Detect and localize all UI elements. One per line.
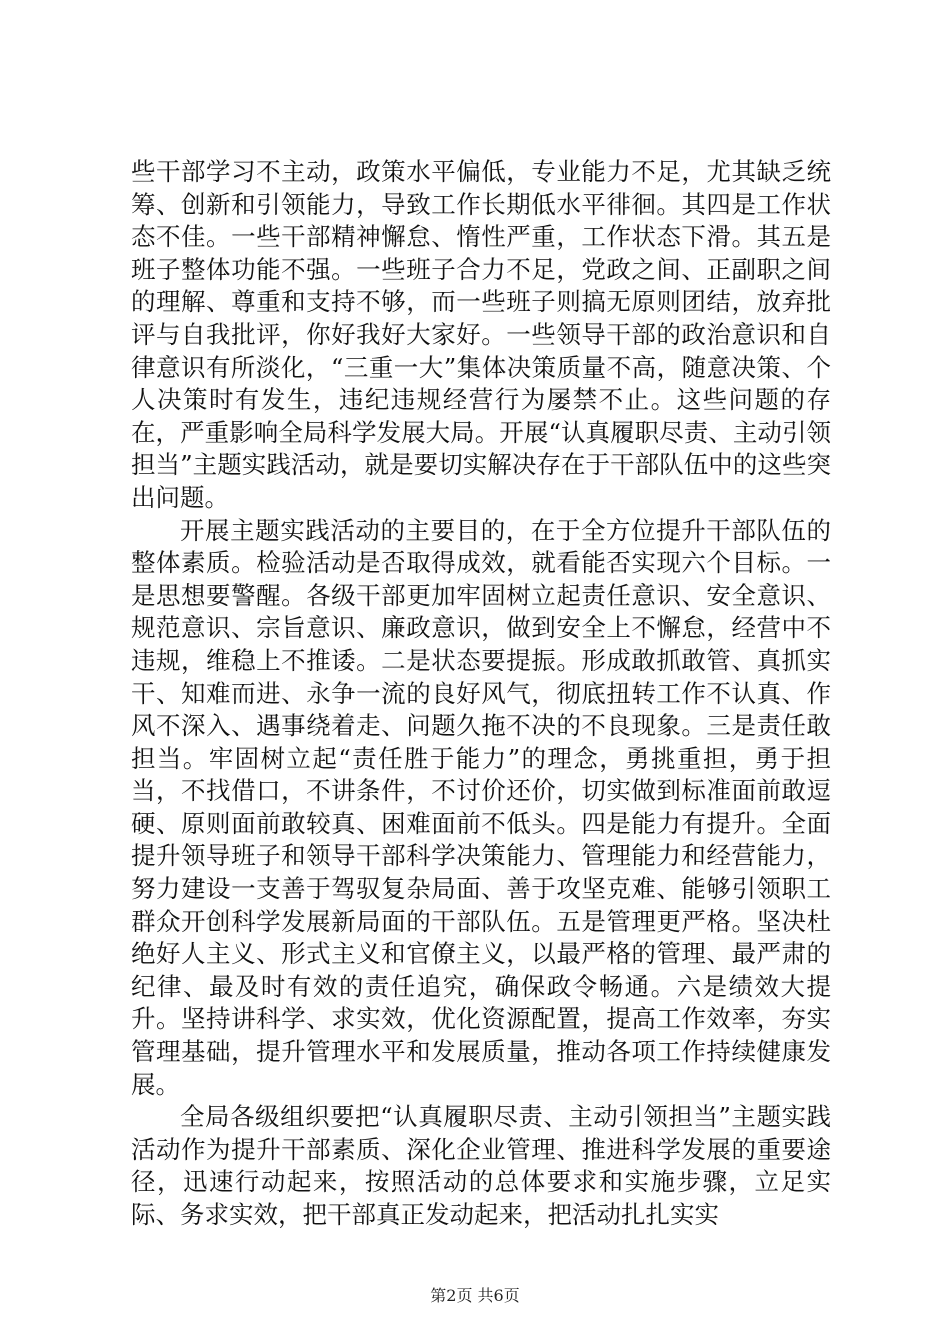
page-footer: 第2页 共6页	[430, 1286, 520, 1305]
paragraph-2: 开展主题实践活动的主要目的，在于全方位提升干部队伍的整体素质。检验活动是否取得成效，就看能否实现六个目标。一是思想要警醒。各级干部更加牢固树立起责任意识、安全意识、规范意识、宗旨意识、廉政意识，做到安全上不懈怠，经营中不违规，维稳上不推诿。二是状态要提振。形成敢抓敢管、真抓实干、知难而进、永争一流的良好风气，彻底扭转工作不认真、作风不深入、遇事绕着走、问题久拖不决的不良现象。三是责任敢担当。牢固树立起“责任胜于能力”的理念，勇挑重担，勇于担当，不找借口，不讲条件，不讨价还价，切实做到标准面前敢逗硬、原则面前敢较真、困难面前不低头。四是能力有提升。全面提升领导班子和领导干部科学决策能力、管理能力和经营能力，努力建设一支善于驾驭复杂局面、善于攻坚克难、能够引领职工群众开创科学发展新局面的干部队伍。五是管理更严格。坚决杜绝好人主义、形式主义和官僚主义，以最严格的管理、最严肃的纪律、最及时有效的责任追究，确保政令畅通。六是绩效大提升。坚持讲科学、求实效，优化资源配置，提高工作效率，夯实管理基础，提升管理水平和发展质量，推动各项工作持续健康发展。	[131, 515, 831, 1099]
paragraph-3: 全局各级组织要把“认真履职尽责、主动引领担当”主题实践活动作为提升干部素质、深化企业管理、推进科学发展的重要途径，迅速行动起来，按照活动的总体要求和实施步骤，立足实际、务求实效，把干部真正发动起来，把活动扎扎实实	[131, 1102, 831, 1229]
document-body	[131, 156, 831, 1232]
paragraph-1: 些干部学习不主动，政策水平偏低，专业能力不足，尤其缺乏统筹、创新和引领能力，导致工作长期低水平徘徊。其四是工作状态不佳。一些干部精神懈怠、惰性严重，工作状态下滑。其五是班子整体功能不强。一些班子合力不足，党政之间、正副职之间的理解、尊重和支持不够，而一些班子则搞无原则团结，放弃批评与自我批评，你好我好大家好。一些领导干部的政治意识和自律意识有所淡化，“三重一大”集体决策质量不高，随意决策、个人决策时有发生，违纪违规经营行为屡禁不止。这些问题的存在，严重影响全局科学发展大局。开展“认真履职尽责、主动引领担当”主题实践活动，就是要切实解决存在于干部队伍中的这些突出问题。	[131, 157, 831, 512]
